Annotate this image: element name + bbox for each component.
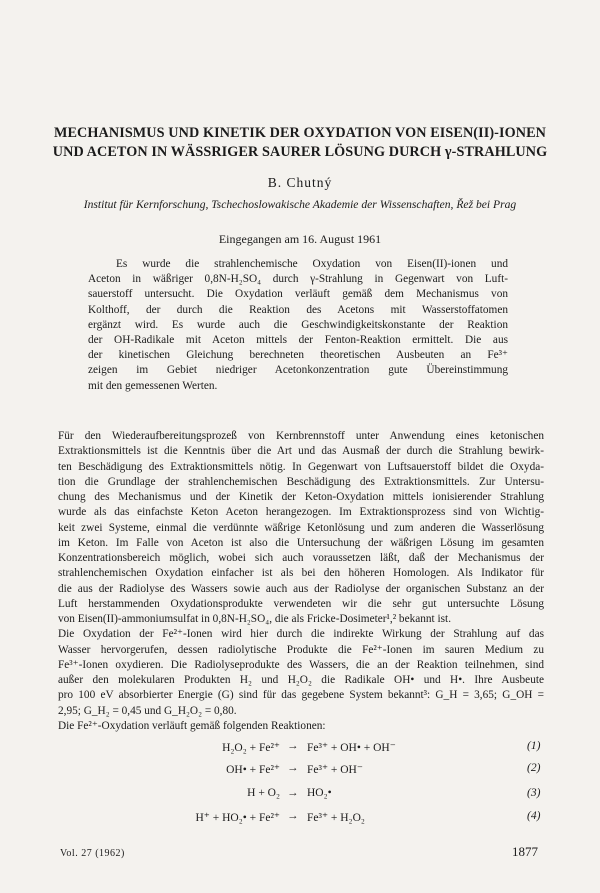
body-line: Fe³⁺-Ionen oxydieren. Die Radiolyseprodukte des Wassers, die an der Reaktion teilnehmen, sind: [58, 658, 544, 671]
volume-info: Vol. 27 (1962): [60, 848, 125, 859]
body-line: ten Beschädigung des Extraktionsmittels nötig. In Gegenwart von Luftsauerstoff bildet die Oxyda-: [58, 460, 544, 473]
equation-number: (2): [527, 762, 541, 774]
equation-number: (3): [527, 787, 541, 799]
body-line: von Eisen(II)-ammoniumsulfat in 0,8N-H₂SO₄, die als Fricke-Dosimeter¹,² bekannt ist.: [58, 613, 452, 625]
title-line-2: UND ACETON IN WÄSSRIGER SAURER LÖSUNG DURCH γ-STRAHLUNG: [52, 144, 548, 160]
title-line-1: MECHANISMUS UND KINETIK DER OXYDATION VON EISEN(II)-IONEN: [53, 125, 547, 141]
body-line: Die Oxydation der Fe²⁺-Ionen wird hier durch die indirekte Wirkung der Strahlung auf das: [58, 628, 544, 641]
abstract-line: der OH-Radikale mit Aceton mittels der Fenton-Reaktion ermittelt. Die aus: [88, 334, 508, 347]
received-date: Eingegangen am 16. August 1961: [218, 232, 382, 246]
abstract-line: Aceton in wäßriger 0,8N-H₂SO₄ durch γ-Strahlung in Gegenwart von Luft-: [88, 273, 508, 286]
equation-number: (4): [527, 810, 541, 822]
abstract-line: ergänzt wird. Es wurde auch die Geschwindigkeitskonstante der Reaktion: [88, 318, 508, 331]
body-line: Die Fe²⁺-Oxydation verläuft gemäß folgenden Reaktionen:: [58, 719, 326, 732]
body-line: chung des Mechanismus und der Kinetik der Keton-Oxydation mittels ionisierender Strahlung: [58, 491, 544, 503]
equation-right: HO₂•: [307, 787, 332, 799]
equation-arrow: →: [287, 787, 299, 799]
body-line: Luft herstammenden Oxydationsprodukte verwendeten wir die sehr gut untersuchte Lösung: [58, 597, 544, 610]
abstract-line: der kinetischen Gleichung berechneten theoretischen Ausbeuten an Fe³⁺: [88, 349, 508, 362]
body-line: tion die Grundlage der strahlenchemischen Beschädigung des Extraktionsmittels. Zur Untersu-: [58, 475, 544, 488]
body-line: strahlenchemischen Oxydation einfacher ist als bei den höheren Homologen. Als Indikator für: [58, 567, 544, 580]
equation-left: H₂O₂ + Fe²⁺: [222, 742, 280, 754]
equation-right: Fe³⁺ + H₂O₂: [307, 812, 365, 824]
body-line: 2,95; G_H₂ = 0,45 und G_H₂O₂ = 0,80.: [58, 704, 237, 717]
body-line: keit zwei Systeme, einmal die verdünnte wäßrige Ketonlösung und zum anderen die Wasserlösung: [58, 521, 544, 534]
body-line: die aus der Radiolyse des Wassers sowie auch aus der Radiolyse der organischen Substanz an der: [58, 582, 544, 595]
article-title: [20, 124, 580, 162]
body-line: pro 100 eV absorbierter Energie (G) sind für das gegebene System bekannt³: G_H = 3,65; G_OH =: [58, 689, 544, 702]
body-line: Für den Wiederaufbereitungsprozeß von Kernbrennstoff unter Anwendung eines ketonischen: [58, 430, 544, 442]
equation-arrow: →: [287, 740, 299, 752]
abstract-line: zeigen im Gebiet niedriger Acetonkonzentration gute Übereinstimmung: [88, 364, 508, 377]
equation-left: H⁺ + HO₂• + Fe²⁺: [195, 812, 280, 824]
abstract: [88, 257, 508, 394]
author-institute: Institut für Kernforschung, Tschechoslowakische Akademie der Wissenschaften, Řež bei Prag: [83, 198, 517, 211]
equation-right: Fe³⁺ + OH• + OH⁻: [307, 742, 396, 754]
body-line: wurde als das einfachste Keton Aceton herangezogen. Im Extraktionsprozess sind von Wichtig-: [58, 506, 544, 519]
body-line: im Keton. Im Falle von Aceton ist also die Untersuchung der wäßrigen Lösung im gesamten: [58, 536, 544, 549]
body-line: Wasser hervorgerufen, dessen radiolytische Produkte die Fe²⁺-Ionen im sauren Medium zu: [58, 643, 544, 656]
equation-arrow: →: [287, 762, 299, 774]
page-number: 1877: [512, 844, 538, 859]
equation-right: Fe³⁺ + OH⁻: [307, 764, 363, 776]
equation-arrow: →: [287, 810, 299, 822]
equation-left: OH• + Fe²⁺: [226, 764, 280, 776]
abstract-line: Kolthoff, der durch die Reaktion des Acetons mit Wasserstoffatomen: [88, 303, 508, 316]
body-text: [58, 429, 544, 734]
equation-number: (1): [527, 740, 541, 752]
body-line: Konzentrationsbereich möglich, wobei sich auch voraussetzen läßt, daß der Mechanismus der: [58, 552, 544, 564]
abstract-line: mit den gemessenen Werten.: [88, 379, 218, 392]
body-line: außer den molekularen Produkten H₂ und H₂O₂ die Radikale OH• und H•. Ihre Ausbeute: [58, 674, 544, 686]
equation-left: H + O₂: [247, 787, 280, 799]
author-name: B. Chutný: [267, 175, 333, 190]
abstract-line: sauerstoff untersucht. Die Oxydation verläuft gemäß dem Mechanismus von: [88, 288, 508, 301]
abstract-line: Es wurde die strahlenchemische Oxydation von Eisen(II)-ionen und: [116, 258, 508, 270]
body-line: Extraktionsmittels ist die Kenntnis über die Art und das Ausmaß der durch die Strahlung bewirk-: [58, 445, 544, 458]
